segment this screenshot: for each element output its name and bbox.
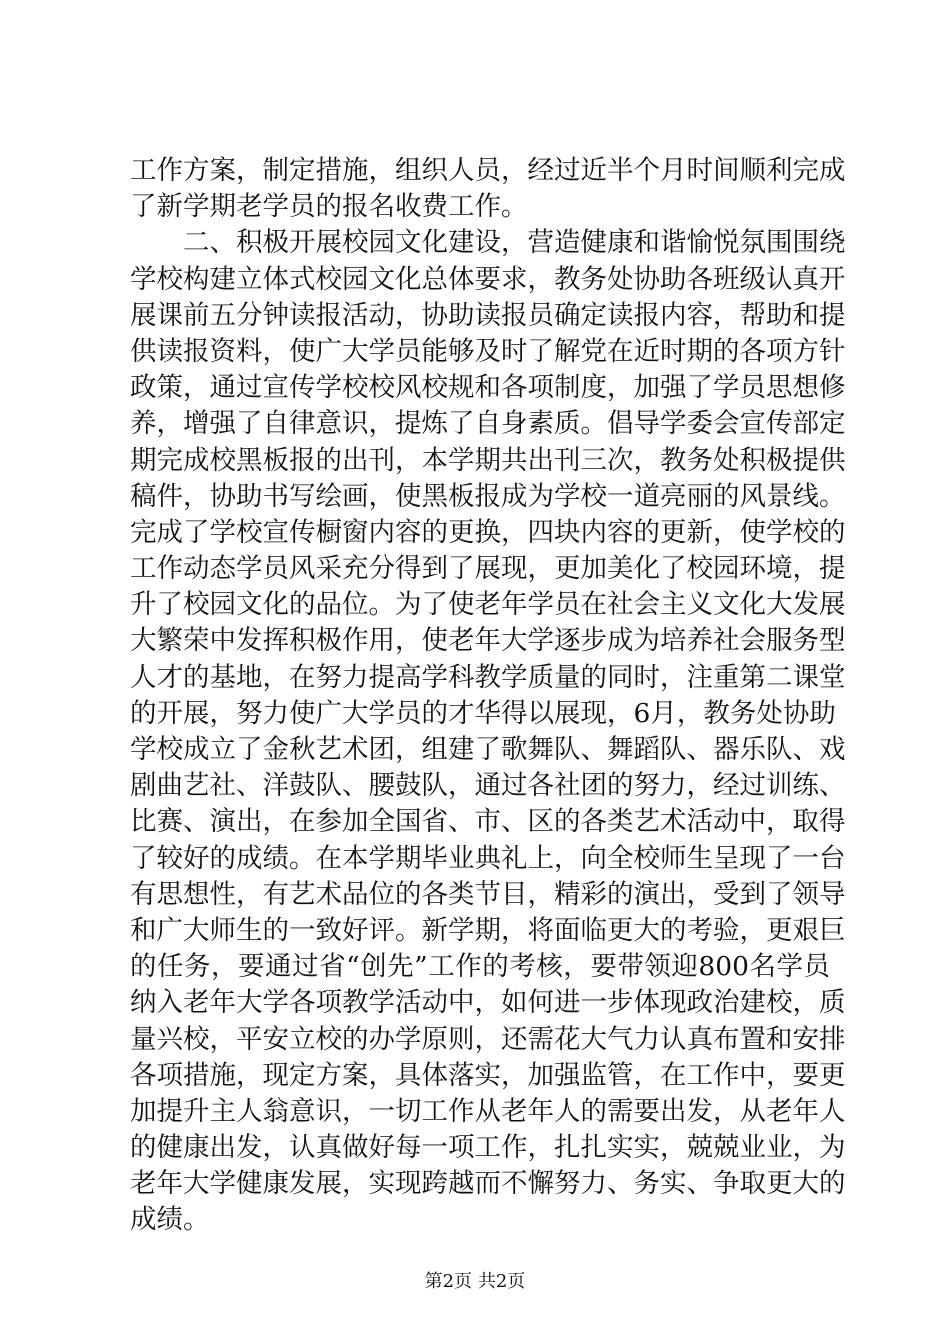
text-line: 有思想性，有艺术品位的各类节目，精彩的演出，受到了领导 [130,878,846,910]
text-line: 的健康出发，认真做好每一项工作，扎扎实实，兢兢业业，为 [130,1132,846,1164]
body-text [130,153,846,1239]
text-line: 老年大学健康发展，实现跨越而不懈努力、务实、争取更大的 [130,1168,846,1200]
text-line: 供读报资料，使广大学员能够及时了解党在近时期的各项方针 [130,335,846,367]
text-line: 了新学期老学员的报名收费工作。 [130,191,528,223]
page-number-label: 第2页 共2页 [424,1271,526,1292]
text-line: 大繁荣中发挥积极作用，使老年大学逐步成为培养社会服务型 [130,625,846,657]
text-line: 政策，通过宣传学校校风校规和各项制度，加强了学员思想修 [130,372,846,404]
text-line: 稿件，协助书写绘画，使黑板报成为学校一道亮丽的风景线。 [130,480,846,512]
text-line: 比赛、演出，在参加全国省、市、区的各类艺术活动中，取得 [130,806,846,838]
text-line: 了较好的成绩。在本学期毕业典礼上，向全校师生呈现了一台 [130,842,846,874]
text-line: 和广大师生的一致好评。新学期，将面临更大的考验，更艰巨 [130,914,846,946]
text-line: 成绩。 [130,1204,210,1236]
text-line: 加提升主人翁意识，一切工作从老年人的需要出发，从老年人 [130,1095,846,1127]
text-line: 二、积极开展校园文化建设，营造健康和谐愉悦氛围围绕 [130,227,846,259]
text-line: 完成了学校宣传橱窗内容的更换，四块内容的更新，使学校的 [130,516,846,548]
text-line: 纳入老年大学各项教学活动中，如何进一步体现政治建校，质 [130,987,846,1019]
text-line: 的开展，努力使广大学员的才华得以展现，6月，教务处协助 [130,697,836,729]
text-line: 剧曲艺社、洋鼓队、腰鼓队，通过各社团的努力，经过训练、 [130,770,846,802]
text-line: 人才的基地，在努力提高学科教学质量的同时，注重第二课堂 [130,661,846,693]
text-line: 的任务，要通过省“创先”工作的考核，要带领迎800名学员 [130,951,830,983]
text-line: 各项措施，现定方案，具体落实，加强监管，在工作中，要更 [130,1059,846,1091]
text-line: 学校成立了金秋艺术团，组建了歌舞队、舞蹈队、器乐队、戏 [130,734,846,765]
text-line: 量兴校，平安立校的办学原则，还需花大气力认真布置和安排 [130,1023,846,1055]
text-line: 学校构建立体式校园文化总体要求，教务处协助各班级认真开 [130,263,846,295]
text-line: 养，增强了自律意识，提炼了自身素质。倡导学委会宣传部定 [130,408,846,440]
text-line: 展课前五分钟读报活动，协助读报员确定读报内容，帮助和提 [130,299,846,331]
text-line: 工作方案，制定措施，组织人员，经过近半个月时间顺利完成 [130,155,846,186]
text-line: 升了校园文化的品位。为了使老年学员在社会主义文化大发展 [130,589,846,621]
page-footer [0,1270,950,1294]
text-line: 工作动态学员风采充分得到了展现，更加美化了校园环境，提 [130,553,846,585]
text-line: 期完成校黑板报的出刊，本学期共出刊三次，教务处积极提供 [130,444,846,476]
